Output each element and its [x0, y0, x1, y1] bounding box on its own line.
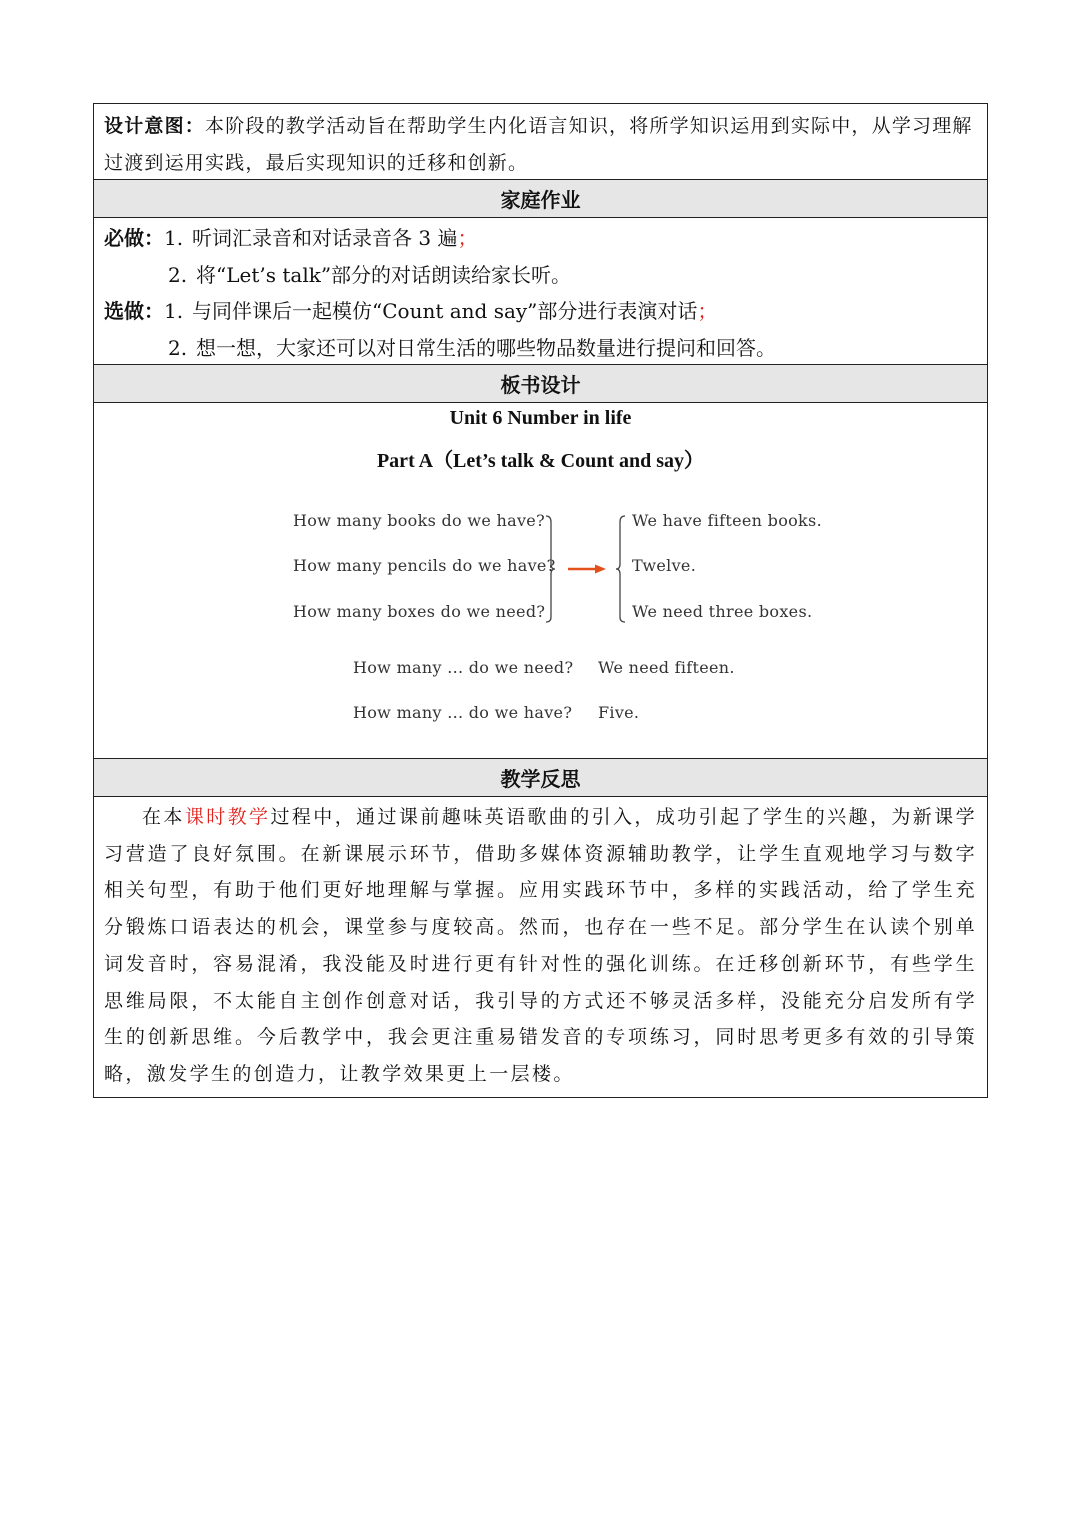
question-2: How many pencils do we have?	[293, 556, 556, 575]
homework-header: 家庭作业	[94, 179, 987, 217]
optional-item-2: 2. 想一想，大家还可以对日常生活的哪些物品数量进行提问和回答。	[168, 335, 776, 360]
design-intent-text: 本阶段的教学活动旨在帮助学生内化语言知识，将所学知识运用到实际中，从学习理解过渡到运用实践，最后实现知识的迁移和创新。	[104, 115, 973, 174]
answer-3: We need three boxes.	[632, 602, 813, 621]
required-item-1: 必做：1. 听词汇录音和对话录音各 3 遍；	[104, 226, 478, 250]
design-intent-label: 设计意图：	[104, 115, 206, 137]
question-3: How many boxes do we need?	[293, 602, 546, 621]
right-brace-icon	[546, 516, 555, 622]
question-1: How many books do we have?	[293, 511, 545, 530]
answer-2: Twelve.	[632, 556, 697, 575]
required-label: 必做：	[104, 226, 164, 250]
board-subtitle: Part A（Let’s talk & Count and say）	[376, 450, 705, 472]
required-item-2: 2. 将“Let’s talk”部分的对话朗读给家长听。	[168, 262, 572, 287]
homework-cell	[94, 217, 987, 364]
arrow-icon	[595, 565, 606, 574]
lesson-plan-table	[93, 103, 988, 1098]
design-intent-cell	[94, 104, 987, 179]
highlight-text: 课时教学	[184, 806, 271, 828]
optional-label: 选做：	[104, 299, 164, 323]
left-brace-icon	[616, 516, 625, 622]
pattern-answer-1: We need fifteen.	[598, 658, 735, 677]
pattern-question-1: How many ... do we need?	[353, 658, 574, 677]
answer-1: We have fifteen books.	[632, 511, 822, 530]
board-title: Unit 6 Number in life	[449, 407, 632, 429]
reflection-header: 教学反思	[94, 758, 987, 796]
board-header: 板书设计	[94, 364, 987, 402]
reflection-cell	[94, 796, 987, 1097]
pattern-answer-2: Five.	[598, 703, 640, 722]
pattern-question-2: How many ... do we have?	[353, 703, 573, 722]
reflection-paragraph: 在本课时教学过程中，通过课前趣味英语歌曲的引入，成功引起了学生的兴趣，为新课学习营造了良好氛围。在新课展示环节，借助多媒体资源辅助教学，让学生直观地学习与数字相关句型，有助于他们更好地理解与掌握。应用实践环节中，多样的实践活动，给了学生充分锻炼口语表达的机会，课堂参与度较高。然而，也存在一些不足。部分学生在认读个别单词发音时，容易混淆，我没能及时进行更有针对性的强化训练。在迁移创新环节，有些学生思维局限，不太能自主创作创意对话，我引导的方式还不够灵活多样，没能充分启发所有学生的创新思维。今后教学中，我会更注重易错发音的专项练习，同时思考更多有效的引导策略，激发学生的创造力，让教学效果更上一层楼。	[104, 806, 977, 1085]
optional-item-1: 选做：1. 与同伴课后一起模仿“Count and say”部分进行表演对话；	[104, 299, 718, 323]
board-design-cell	[94, 402, 987, 758]
